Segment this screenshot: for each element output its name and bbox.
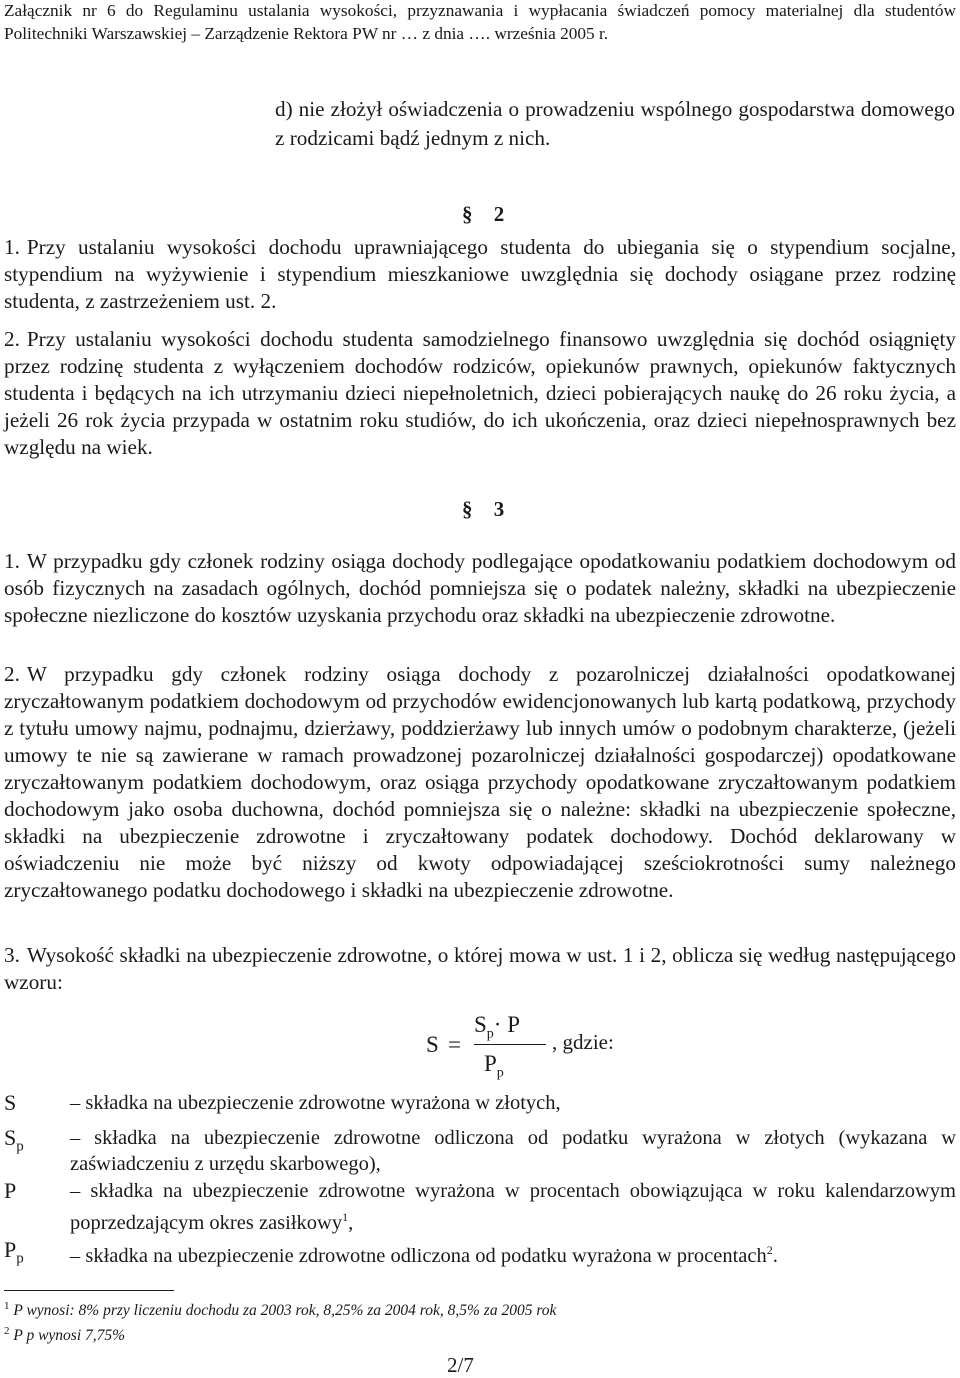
paragraph-text: Przy ustalaniu wysokości dochodu studenta samodzielnego finansowo uwzględnia się dochód osiągnięty przez rodzinę studenta z wyłączeniem dochodów rodziców, opiekunów prawnych, opiekunów faktycznych studenta i będących na ich utrzymaniu dzieci niepełnoletnich, dzieci pobierających naukę do 26 roku życia, a jeżeli 26 rok życia przypada w ostatnim roku studiów, do ich ukończenia, oraz dzieci niepełnosprawnych bez względu na wiek. [4,327,956,459]
formula-equals: = [448,1032,461,1057]
footnote-ref: 1 [342,1210,349,1225]
legend-punct: . [772,1244,778,1267]
numerator-p: P [507,1012,521,1037]
legend-description: – składka na ubezpieczenie zdrowotne wyrażona w procentach obowiązująca w roku kalendarzowym poprzedzającym okres zasiłkowy [70,1179,956,1235]
footnote-ref: 2 [766,1242,773,1257]
symbol-subscript: p [16,1250,24,1267]
paragraph-number: 1. [4,235,20,259]
formula-tail: , gdzie: [552,1030,614,1054]
numerator-subscript: p [486,1026,494,1042]
formula-lhs: S [426,1032,439,1057]
paragraph-text: W przypadku gdy członek rodziny osiąga dochody podlegające opodatkowaniu podatkiem dochodowym od osób fizycznych na zasadach ogólnych, dochód pomniejsza się o podatek należny, składki na ubezpieczenie społeczne niezliczone do kosztów uzyskania przychodu oraz składki na ubezpieczenie zdrowotne. [4,549,956,627]
legend-text [70,1125,956,1178]
denominator-base: P [484,1051,497,1076]
legend-symbol [4,1125,70,1160]
legend-punct: , [348,1212,354,1235]
footnote-1 [4,1296,556,1321]
paragraph-text: Wysokość składki na ubezpieczenie zdrowotne, o której mowa w ust. 1 i 2, oblicza się według następującego wzoru: [4,943,956,994]
legend-symbol [4,1090,70,1125]
legend-symbol [4,1178,70,1213]
fraction-bar [474,1044,546,1045]
footnote-mark: 2 [4,1325,10,1338]
item-d-text: d) nie złożył oświadczenia o prowadzeniu wspólnego gospodarstwa domowego z rodzicami bądź jednym z nich. [275,97,955,150]
formula-legend [4,1090,956,1272]
legend-row [4,1090,956,1125]
footnotes [4,1296,556,1346]
legend-symbol [4,1237,70,1272]
symbol-base: P [4,1236,17,1262]
footnote-text: P p wynosi 7,75% [13,1327,126,1345]
numerator-dot: · [493,1012,502,1037]
health-contribution-formula [426,1002,646,1082]
legend-row [4,1237,956,1272]
footnote-text: P wynosi: 8% przy liczeniu dochodu za 2003 rok, 8,25% za 2004 rok, 8,5% za 2005 rok [13,1302,557,1320]
section-3-paragraph-3 [4,942,956,996]
section-3-paragraph-1 [4,548,956,629]
numerator-base: S [474,1012,487,1037]
legend-row [4,1178,956,1237]
section-3-paragraph-2 [4,661,956,904]
symbol-subscript: p [16,1138,24,1155]
legend-description: – składka na ubezpieczenie zdrowotne odliczona od podatku wyrażona w złotych (wykazana w zaświadczeniu z urzędu skarbowego), [70,1126,956,1176]
legend-description: – składka na ubezpieczenie zdrowotne odliczona od podatku wyrażona w procentach [70,1244,767,1267]
section-2-paragraph-2 [4,326,956,461]
footnote-separator [4,1290,174,1291]
legend-text [70,1178,956,1237]
symbol-base: P [4,1177,17,1203]
symbol-base: S [4,1090,17,1115]
footnote-mark: 1 [4,1300,10,1312]
paragraph-number: 1. [4,549,20,573]
paragraph-number: 2. [4,327,20,351]
paragraph-text: W przypadku gdy członek rodziny osiąga dochody z pozarolniczej działalności opodatkowanej zryczałtowanym podatkiem dochodowym od przychodów ewidencjonowanych lub kartą podatkową, przychody z tytułu umowy najmu, podnajmu, dzierżawy, poddzierżawy lub innych umów o podobnym charakterze, (jeżeli umowy te nie są zawierane w ramach prowadzonej pozarolniczej działalności gospodarczej) opodatkowane zryczałtowanym podatkiem dochodowym, oraz osiąga przychody opodatkowane zryczałtowanym podatkiem dochodowym jako osoba duchowna, dochód pomniejsza się o należne: składki na ubezpieczenie społeczne, składki na ubezpieczenie zdrowotne i zryczałtowany podatek dochodowy. Dochód deklarowany w oświadczeniu nie może być niższy od kwoty odpowiadającej sześciokrotności sumy należnego zryczałtowanego podatku dochodowego i składki na ubezpieczenie zdrowotne. [4,662,956,902]
paragraph-text: Przy ustalaniu wysokości dochodu uprawniającego studenta do ubiegania się o stypendium socjalne, stypendium na wyżywienie i stypendium mieszkaniowe uwzględnia się dochody osiągane przez rodzinę studenta, z zastrzeżeniem ust. 2. [4,235,956,313]
page-header: Załącznik nr 6 do Regulaminu ustalania wysokości, przyznawania i wypłacania świadczeń pomocy materialnej dla studentów Politechniki Warszawskiej – Zarządzenie Rektora PW nr … z dnia …. września 2005 r. [4,1,956,43]
formula-denominator [484,1051,504,1082]
page-number: 2/7 [447,1353,474,1377]
legend-description: – składka na ubezpieczenie zdrowotne wyrażona w złotych, [70,1092,561,1114]
section-2-heading: § 2 [462,202,513,226]
paragraph-number: 3. [4,943,20,967]
section-2-paragraph-1 [4,234,956,315]
footnote-2 [4,1321,556,1346]
denominator-subscript: p [496,1065,504,1081]
paragraph-number: 2. [4,662,20,686]
legend-text [70,1090,956,1117]
formula-numerator [474,1012,520,1043]
legend-row [4,1125,956,1178]
section-3-heading: § 3 [462,497,513,521]
symbol-base: S [4,1124,17,1150]
legend-text [70,1237,956,1269]
